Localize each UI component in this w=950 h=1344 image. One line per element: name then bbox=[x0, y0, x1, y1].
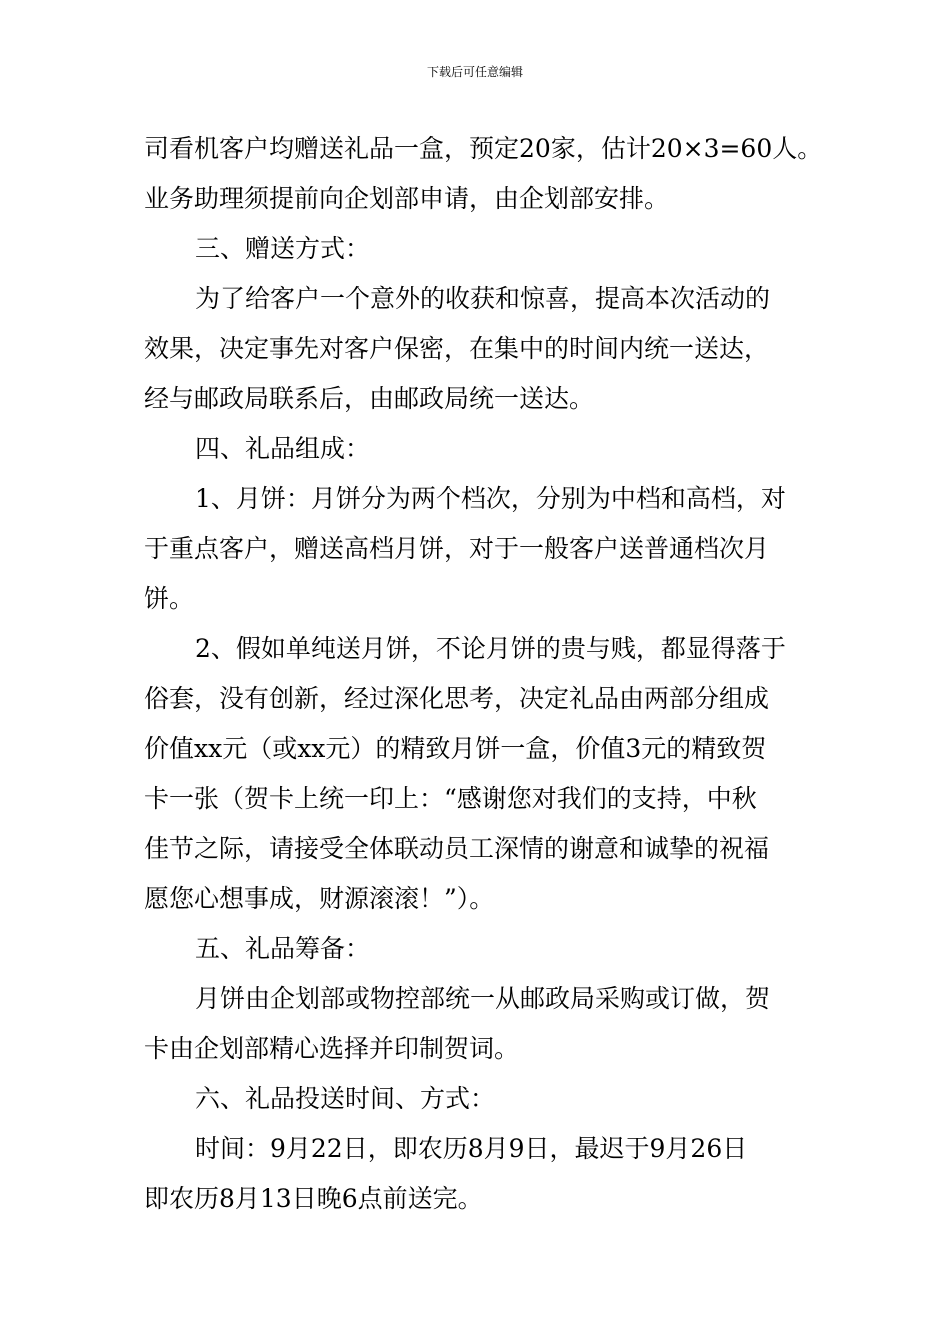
body-line-21: 时间：9月22日，即农历8月9日，最迟于9月26日 bbox=[195, 1134, 748, 1163]
body-line-12: 俗套，没有创新，经过深化思考，决定礼品由两部分组成 bbox=[144, 684, 770, 713]
page-header: 下载后可任意编辑 bbox=[426, 65, 523, 79]
body-line-9: 于重点客户，赠送高档月饼，对于一般客户送普通档次月 bbox=[144, 534, 770, 563]
body-line-14: 卡一张（贺卡上统一印上：“感谢您对我们的支持，中秋 bbox=[144, 784, 757, 813]
body-line-2: 业务助理须提前向企划部申请，由企划部安排。 bbox=[144, 184, 670, 213]
body-line-4: 为了给客户一个意外的收获和惊喜，提高本次活动的 bbox=[195, 284, 771, 313]
body-line-5: 效果，决定事先对客户保密，在集中的时间内统一送达， bbox=[144, 334, 770, 363]
body-line-11: 2、假如单纯送月饼，不论月饼的贵与贱，都显得落于 bbox=[195, 634, 786, 663]
section-heading-4: 四、礼品组成： bbox=[195, 434, 371, 463]
body-line-19: 卡由企划部精心选择并印制贺词。 bbox=[144, 1034, 520, 1063]
body-line-18: 月饼由企划部或物控部统一从邮政局采购或订做，贺 bbox=[195, 984, 771, 1013]
body-line-6: 经与邮政局联系后，由邮政局统一送达。 bbox=[144, 384, 595, 413]
section-heading-5: 五、礼品筹备： bbox=[195, 934, 371, 963]
body-line-15: 佳节之际，请接受全体联动员工深情的谢意和诚挚的祝福 bbox=[144, 834, 770, 863]
section-heading-3: 三、赠送方式： bbox=[195, 234, 371, 263]
body-line-1: 司看机客户均赠送礼品一盒，预定20家，估计20×3=60人。 bbox=[144, 134, 823, 163]
body-line-22: 即农历8月13日晚6点前送完。 bbox=[144, 1184, 483, 1213]
body-line-10: 饼。 bbox=[144, 584, 195, 613]
section-heading-6: 六、礼品投送时间、方式： bbox=[195, 1084, 496, 1113]
body-line-13: 价值xx元（或xx元）的精致月饼一盒，价值3元的精致贺 bbox=[144, 734, 767, 763]
body-line-8: 1、月饼：月饼分为两个档次，分别为中档和高档，对 bbox=[195, 484, 786, 513]
body-line-16: 愿您心想事成，财源滚滚！”）。 bbox=[144, 884, 495, 913]
